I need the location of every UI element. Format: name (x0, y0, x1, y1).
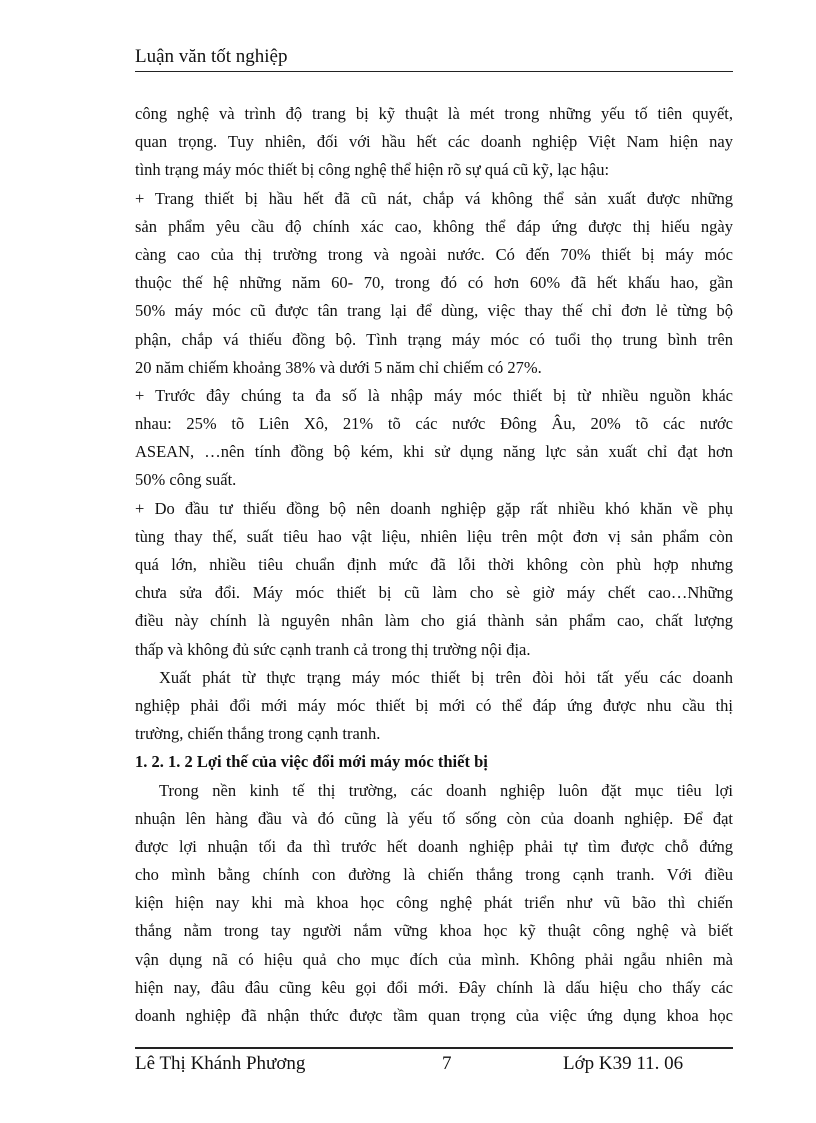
text-line: vận dụng nã có hiệu quả cho mục đích của mình. Không phải ngẫu nhiên mà (135, 949, 733, 969)
text-line: doanh nghiệp đã nhận thức được tầm quan trọng của việc ứng dụng khoa học (135, 1006, 733, 1025)
text-line: công nghệ và trình độ trang bị kỹ thuật là mét trong những yếu tố tiên quyết, (135, 104, 733, 123)
text-line: Trong nền kinh tế thị trường, các doanh nghiệp luôn đặt mục tiêu lợi (159, 780, 733, 800)
text-line: phận, chắp vá thiếu đồng bộ. Tình trạng máy móc có tuổi thọ trung bình trên (135, 329, 733, 349)
text-line: sản phẩm yêu cầu độ chính xác cao, không thể đáp ứng được thị hiếu ngày (135, 216, 733, 236)
text-line: kiện hiện nay khi mà khoa học công nghệ phát triển như vũ bão thì chiến (135, 893, 733, 913)
text-line: quan trọng. Tuy nhiên, đối với hầu hết các doanh nghiệp Việt Nam hiện nay (135, 132, 733, 152)
text-line: thắng nằm trong tay người nắm vững khoa học kỹ thuật công nghệ và biết (135, 921, 733, 941)
text-line: hiện nay, đâu đâu cũng kêu gọi đổi mới. Đây chính là dấu hiệu cho thấy các (135, 977, 733, 997)
text-line: + Trước đây chúng ta đa số là nhập máy móc thiết bị từ nhiều nguồn khác (135, 385, 733, 405)
page-header-title: Luận văn tốt nghiệp (135, 46, 288, 67)
section-heading: 1. 2. 1. 2 Lợi thế của việc đổi mới máy móc thiết bị (135, 752, 488, 772)
text-line: + Do đầu tư thiếu đồng bộ nên doanh nghiệp gặp rất nhiều khó khăn về phụ (135, 498, 733, 518)
text-line: càng cao của thị trường trong và ngoài nước. Có đến 70% thiết bị máy móc (135, 244, 733, 264)
text-line: cho mình bằng chính con đường là chiến thắng trong cạnh tranh. Với điều (135, 865, 733, 885)
text-line: 20 năm chiếm khoảng 38% và dưới 5 năm chỉ chiếm có 27%. (135, 357, 542, 377)
text-line: trường, chiến thắng trong cạnh tranh. (135, 724, 381, 744)
text-line: ASEAN, …nên tính đồng bộ kém, khi sử dụng năng lực sản xuất chỉ đạt hơn (135, 442, 733, 462)
footer-rule (135, 1047, 733, 1049)
text-line: quá lớn, nhiều tiêu chuẩn định mức đã lỗi thời không còn phù hợp nhưng (135, 555, 733, 574)
text-line: điều này chính là nguyên nhân làm cho giá thành sản phẩm cao, chất lượng (135, 611, 733, 631)
document-body (135, 100, 733, 1030)
text-line: thuộc thế hệ những năm 60- 70, trong đó có hơn 60% đã hết khấu hao, gần (135, 273, 733, 293)
text-line: thấp và không đủ sức cạnh tranh cả trong thị trường nội địa. (135, 639, 531, 659)
text-line: 50% công suất. (135, 470, 237, 490)
text-line: nhuận lên hàng đầu và đó cũng là yếu tố sống còn của doanh nghiệp. Để đạt (135, 808, 733, 828)
text-line: nghiệp phải đổi mới máy móc thiết bị mới có thể đáp ứng được nhu cầu thị (135, 695, 733, 715)
footer-class: Lớp K39 11. 06 (563, 1053, 684, 1074)
text-line: Xuất phát từ thực trạng máy móc thiết bị trên đòi hỏi tất yếu các doanh (159, 667, 733, 687)
text-line: tình trạng máy móc thiết bị công nghệ thể hiện rõ sự quá cũ kỹ, lạc hậu: (135, 160, 610, 180)
footer-author: Lê Thị Khánh Phương (135, 1053, 306, 1074)
header-rule (135, 71, 733, 72)
text-line: được lợi nhuận tối đa thì trước hết doanh nghiệp phải tự tìm được chỗ đứng (135, 836, 733, 856)
text-line: 50% máy móc cũ được tân trang lại để dùng, việc thay thế chỉ đơn lẻ từng bộ (135, 301, 733, 321)
text-line: chưa sửa đổi. Máy móc thiết bị cũ làm cho sè giờ máy chết cao…Những (135, 583, 733, 603)
text-line: nhau: 25% tõ Liên Xô, 21% tõ các nước Đông Âu, 20% tõ các nước (135, 414, 733, 434)
text-line: + Trang thiết bị hầu hết đã cũ nát, chắp vá không thể sản xuất được những (135, 188, 733, 208)
page-number: 7 (442, 1053, 452, 1074)
text-line: tùng thay thế, suất tiêu hao vật liệu, nhiên liệu trên một đơn vị sản phẩm còn (135, 526, 733, 546)
